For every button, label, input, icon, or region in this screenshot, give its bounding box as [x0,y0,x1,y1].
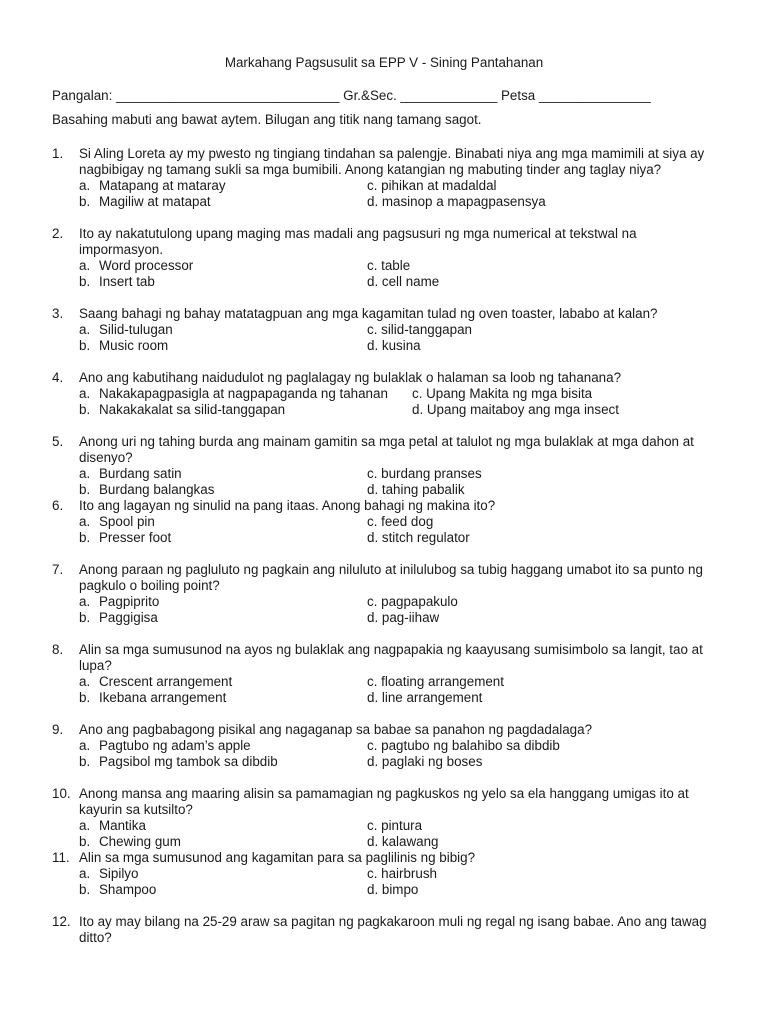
question-text: disenyo? [79,450,133,465]
question-text: nagbibigay ng tamang sukli sa mga bumibili. Anong katangian ng mabuting tinder ang taglay niya? [79,162,662,177]
question-number: 9. [52,722,64,737]
option-text: c. silid-tanggapan [367,322,472,337]
option-letter: a. [79,866,91,881]
option-letter: b. [79,530,91,545]
option-letter: b. [79,402,91,417]
answer-option[interactable] [412,402,619,418]
answer-option[interactable] [79,754,278,770]
option-text: d. kusina [367,338,421,353]
option-text: c. pagtubo ng balahibo sa dibdib [367,738,560,753]
option-text: Spool pin [99,514,155,529]
answer-option[interactable] [79,882,156,898]
question-text: Anong paraan ng pagluluto ng pagkain ang niluluto at inilulubog sa tubig haggang umabot ito sa punto ng [79,562,703,577]
answer-option[interactable] [79,738,251,754]
option-letter: b. [79,834,91,849]
option-text: Sipilyo [99,866,139,881]
option-letter: a. [79,594,91,609]
option-letter: b. [79,754,91,769]
option-text: d. masinop a mapagpasensya [367,194,546,209]
answer-option[interactable] [367,178,497,194]
answer-option[interactable] [367,258,410,274]
instructions: Basahing mabuti ang bawat aytem. Bilugan ang titik nang tamang sagot. [52,112,482,127]
question-number: 5. [52,434,64,449]
answer-option[interactable] [79,834,181,850]
question-number: 2. [52,226,64,241]
answer-option[interactable] [367,322,472,338]
option-text: c. feed dog [367,514,434,529]
option-text: c. Upang Makita ng mga bisita [412,386,593,401]
option-text: d. paglaki ng boses [367,754,483,769]
answer-option[interactable] [367,834,438,850]
answer-option[interactable] [79,466,182,482]
option-text: Chewing gum [99,834,181,849]
answer-option[interactable] [79,594,159,610]
answer-option[interactable] [79,866,138,882]
option-text: Ikebana arrangement [99,690,227,705]
answer-option[interactable] [79,818,146,834]
question-number: 1. [52,146,64,161]
question-number: 12. [52,914,71,929]
question-number: 7. [52,562,64,577]
option-text: Pagpiprito [99,594,160,609]
question-text: Si Aling Loreta ay my pwesto ng tingiang tindahan sa palengje. Binabati niya ang mga mamimili at siya ay [79,146,705,161]
question-text: lupa? [79,658,112,673]
answer-option[interactable] [79,194,211,210]
answer-option[interactable] [79,178,226,194]
option-text: Silid-tulugan [99,322,173,337]
option-letter: b. [79,274,91,289]
answer-option[interactable] [367,514,433,530]
question-text: Ano ang kabutihang naidudulot ng paglalagay ng bulaklak o halaman sa loob ng tahanana? [79,370,622,385]
question-number: 8. [52,642,64,657]
option-letter: b. [79,690,91,705]
answer-option[interactable] [79,610,158,626]
option-letter: a. [79,738,91,753]
option-text: d. Upang maitaboy ang mga insect [412,402,619,417]
option-text: Pagsibol mg tambok sa dibdib [99,754,278,769]
question-text: Alin sa mga sumusunod ang kagamitan para sa paglilinis ng bibig? [79,850,476,865]
question-text: Ano ang pagbabagong pisikal ang nagaganap sa babae sa panahon ng pagdadalaga? [79,722,593,737]
answer-option[interactable] [79,338,168,354]
answer-option[interactable] [367,818,422,834]
option-letter: b. [79,194,91,209]
option-text: d. tahing pabalik [367,482,465,497]
question-text: Ito ay may bilang na 25-29 araw sa pagitan ng pagkakaroon muli ng regal ng isang babae. Ano ang tawag [79,914,707,929]
answer-option[interactable] [367,674,504,690]
option-text: d. pag-iihaw [367,610,440,625]
option-text: Magiliw at matapat [99,194,211,209]
option-text: Insert tab [99,274,155,289]
answer-option[interactable] [412,386,592,402]
answer-option[interactable] [367,690,482,706]
option-text: Nakakakalat sa silid-tanggapan [99,402,286,417]
question-text: Ito ay nakatutulong upang maging mas madali ang pagsusuri ng mga numerical at tekstwal na [79,226,637,241]
option-text: c. pagpapakulo [367,594,458,609]
answer-option[interactable] [367,338,421,354]
option-text: Music room [99,338,169,353]
question-text: Ito ang lagayan ng sinulid na pang itaas. Anong bahagi ng makina ito? [79,498,496,513]
question-number: 3. [52,306,64,321]
option-letter: a. [79,322,91,337]
answer-option[interactable] [79,402,285,418]
answer-option[interactable] [79,386,388,402]
answer-option[interactable] [367,882,418,898]
answer-option[interactable] [367,866,437,882]
answer-option[interactable] [367,482,465,498]
question-text: pagkulo o boiling point? [79,578,220,593]
answer-option[interactable] [79,258,193,274]
option-text: Burdang satin [99,466,182,481]
option-text: d. stitch regulator [367,530,470,545]
answer-option[interactable] [367,610,439,626]
answer-option[interactable] [367,594,458,610]
option-text: d. line arrangement [367,690,483,705]
option-text: d. kalawang [367,834,439,849]
option-text: c. pintura [367,818,423,833]
option-text: Burdang balangkas [99,482,215,497]
answer-option[interactable] [79,482,214,498]
option-letter: a. [79,386,91,401]
answer-option[interactable] [367,194,546,210]
option-text: d. bimpo [367,882,419,897]
option-text: Paggigisa [99,610,158,625]
student-info-line: Pangalan: ______________________________ Gr.&Sec. _____________ Petsa _______________ [52,88,651,103]
question-number: 11. [52,850,70,865]
option-text: Shampoo [99,882,157,897]
answer-option[interactable] [79,674,232,690]
option-letter: a. [79,818,91,833]
option-text: Mantika [99,818,146,833]
question-text: ditto? [79,930,112,945]
answer-option[interactable] [367,754,482,770]
question-text: Saang bahagi ng bahay matatagpuan ang mga kagamitan tulad ng oven toaster, lababo at kalan? [79,306,658,321]
answer-option[interactable] [367,530,470,546]
option-letter: b. [79,482,91,497]
answer-option[interactable] [79,690,226,706]
answer-option[interactable] [79,530,171,546]
question-text: Anong mansa ang maaring alisin sa pamamagian ng pagkuskos ng yelo sa ela hanggang umigas ito at [79,786,689,801]
answer-option[interactable] [367,466,482,482]
option-text: c. burdang pranses [367,466,482,481]
option-text: c. pihikan at madaldal [367,178,497,193]
option-letter: b. [79,610,91,625]
answer-option[interactable] [367,274,439,290]
page-title: Markahang Pagsusulit sa EPP V - Sining Pantahanan [224,55,544,70]
question-number: 6. [52,498,64,513]
question-text: impormasyon. [79,242,164,257]
option-text: c. hairbrush [367,866,437,881]
option-letter: b. [79,338,91,353]
question-text: Anong uri ng tahing burda ang mainam gamitin sa mga petal at talulot ng mga bulaklak at mga dahon at [79,434,694,449]
question-text: Alin sa mga sumusunod na ayos ng bulaklak ang nagpapakia ng kaayusang sumisimbolo sa langit, tao at [79,642,703,657]
option-letter: a. [79,258,91,273]
option-text: Pagtubo ng adam’s apple [99,738,251,753]
option-letter: a. [79,514,91,529]
option-text: c. floating arrangement [367,674,504,689]
option-text: Matapang at mataray [99,178,226,193]
answer-option[interactable] [79,514,155,530]
option-text: Nakakapagpasigla at nagpapaganda ng tahanan [99,386,388,401]
option-letter: a. [79,178,91,193]
answer-option[interactable] [79,274,155,290]
question-number: 10. [52,786,71,801]
answer-option[interactable] [79,322,173,338]
question-text: kayurin sa kutsilto? [79,802,193,817]
option-text: Word processor [99,258,194,273]
option-text: d. cell name [367,274,440,289]
answer-option[interactable] [367,738,560,754]
option-text: c. table [367,258,411,273]
option-letter: b. [79,882,91,897]
option-letter: a. [79,674,91,689]
option-text: Presser foot [99,530,172,545]
option-letter: a. [79,466,91,481]
question-number: 4. [52,370,64,385]
option-text: Crescent arrangement [99,674,233,689]
